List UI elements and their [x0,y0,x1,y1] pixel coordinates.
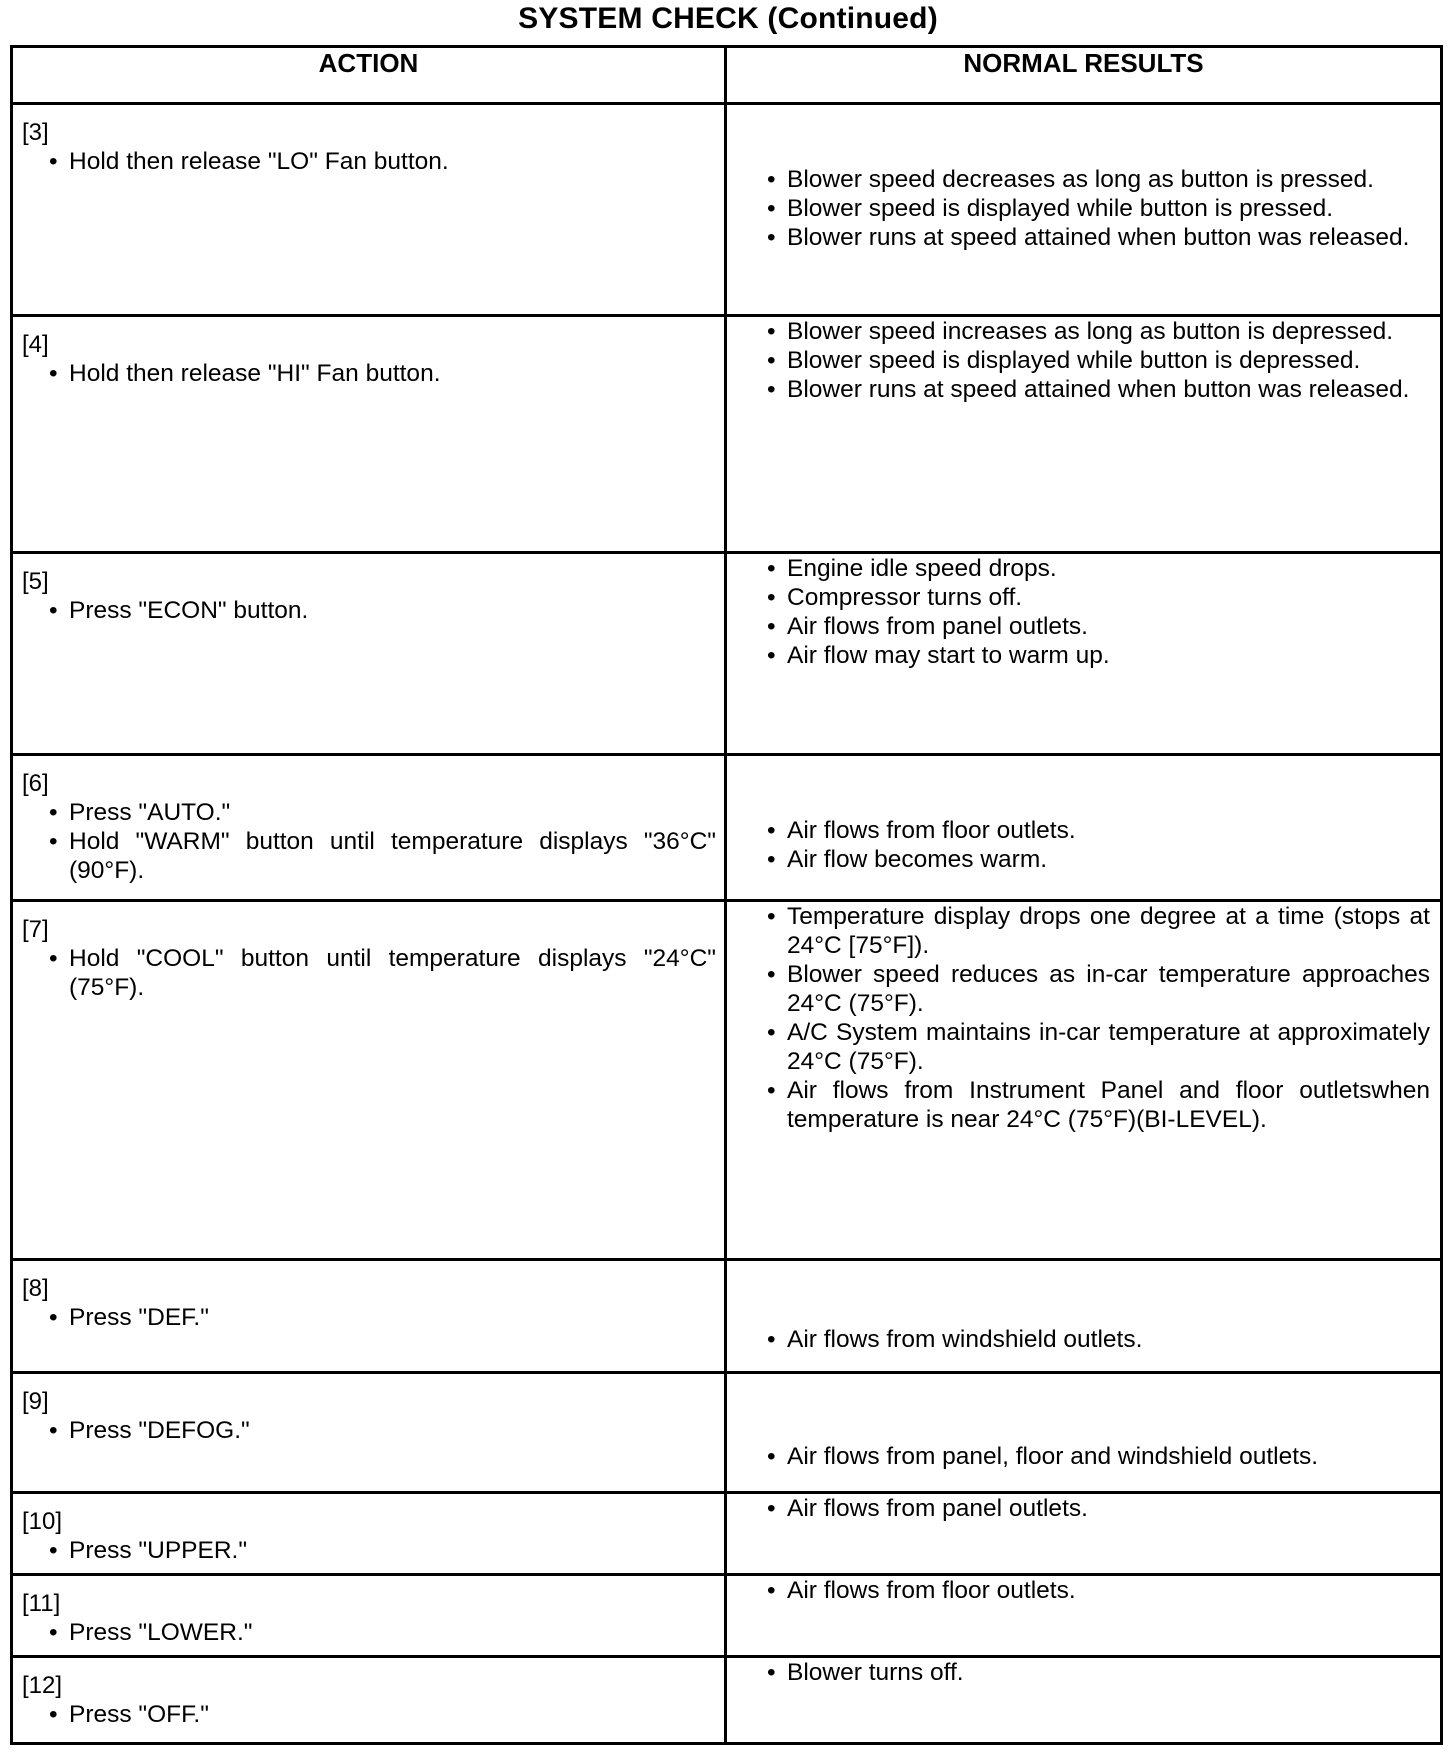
result-item: • Temperature display drops one degree at a time (stops at 24°C [75°F]). [767,902,1430,960]
step-number: [3] [22,119,49,146]
table-row [12,1373,1442,1492]
action-cell [12,1492,726,1574]
result-cell [726,1492,1442,1574]
action-column-header: ACTION [12,47,726,104]
action-cell [12,1259,726,1372]
table-row [12,316,1442,553]
result-cell [726,316,1442,553]
action-item: • Press "DEFOG." [49,1416,716,1445]
action-item: • Press "UPPER." [49,1536,716,1565]
system-check-table [10,45,1443,1745]
page-title: SYSTEM CHECK (Continued) [518,2,938,35]
result-item: • Blower runs at speed attained when button was released. [767,375,1430,404]
step-number: [10] [22,1507,63,1535]
result-cell [726,1373,1442,1492]
result-cell [726,901,1442,1259]
step-number: [12] [22,1672,63,1700]
action-cell [12,1657,726,1744]
action-item: • Hold then release "LO" Fan button. [49,147,716,176]
result-item: • Air flows from Instrument Panel and floor outletswhen temperature is near 24°C (75°F)(BI-LEVEL). [767,1076,1430,1134]
action-cell [12,755,726,901]
result-cell [726,1575,1442,1657]
result-item: • Air flows from floor outlets. [767,816,1430,845]
result-item: • Air flow becomes warm. [767,845,1430,874]
action-item: • Press "ECON" button. [49,596,716,625]
result-item: • Blower speed reduces as in-car temperature approaches 24°C (75°F). [767,960,1430,1018]
result-item: • Air flows from windshield outlets. [767,1325,1430,1354]
result-item: • Air flows from panel outlets. [767,1494,1430,1523]
result-item: • Air flows from floor outlets. [767,1576,1430,1605]
action-cell [12,1575,726,1657]
result-item: • Air flows from panel, floor and windshield outlets. [767,1442,1430,1471]
step-number: [7] [22,916,49,944]
step-number: [6] [22,770,49,798]
action-item: • Press "LOWER." [49,1618,716,1647]
result-item: • Blower speed is displayed while button is depressed. [767,346,1430,375]
table-row [12,1259,1442,1372]
result-cell [726,1259,1442,1372]
action-item: • Press "OFF." [49,1700,716,1729]
result-cell [726,1657,1442,1744]
result-item: • Blower speed decreases as long as button is pressed. [767,165,1430,194]
action-cell [12,901,726,1259]
result-item: • Blower speed increases as long as button is depressed. [767,317,1430,346]
table-header-row [12,47,1442,104]
action-cell [12,316,726,553]
step-number: [9] [22,1388,49,1416]
result-item: • A/C System maintains in-car temperature at approximately 24°C (75°F). [767,1018,1430,1076]
action-item: • Press "DEF." [49,1303,716,1332]
result-item: • Air flows from panel outlets. [767,612,1430,641]
step-number: [8] [22,1274,49,1302]
result-item: • Blower speed is displayed while button is pressed. [767,194,1430,223]
result-cell [726,104,1442,316]
action-item: • Hold "WARM" button until temperature displays "36°C" (90°F). [49,827,716,885]
action-item: • Hold then release "HI" Fan button. [49,359,716,388]
action-cell [12,104,726,316]
table-row [12,755,1442,901]
action-item: • Press "AUTO." [49,798,716,827]
action-cell [12,1373,726,1492]
result-cell [726,755,1442,901]
table-row [12,1575,1442,1657]
step-number: [4] [22,331,49,359]
table-row [12,1492,1442,1574]
result-cell [726,553,1442,755]
step-number: [11] [22,1590,61,1617]
normal-results-column-header: NORMAL RESULTS [726,47,1442,104]
table-row [12,104,1442,316]
step-number: [5] [22,568,49,596]
table-row [12,901,1442,1259]
table-row [12,553,1442,755]
result-item: • Blower turns off. [767,1658,1430,1687]
result-item: • Engine idle speed drops. [767,554,1430,583]
result-item: • Air flow may start to warm up. [767,641,1430,670]
result-item: • Blower runs at speed attained when button was released. [767,223,1430,252]
action-item: • Hold "COOL" button until temperature displays "24°C" (75°F). [49,944,716,1002]
table-row [12,1657,1442,1744]
result-item: • Compressor turns off. [767,583,1430,612]
action-cell [12,553,726,755]
